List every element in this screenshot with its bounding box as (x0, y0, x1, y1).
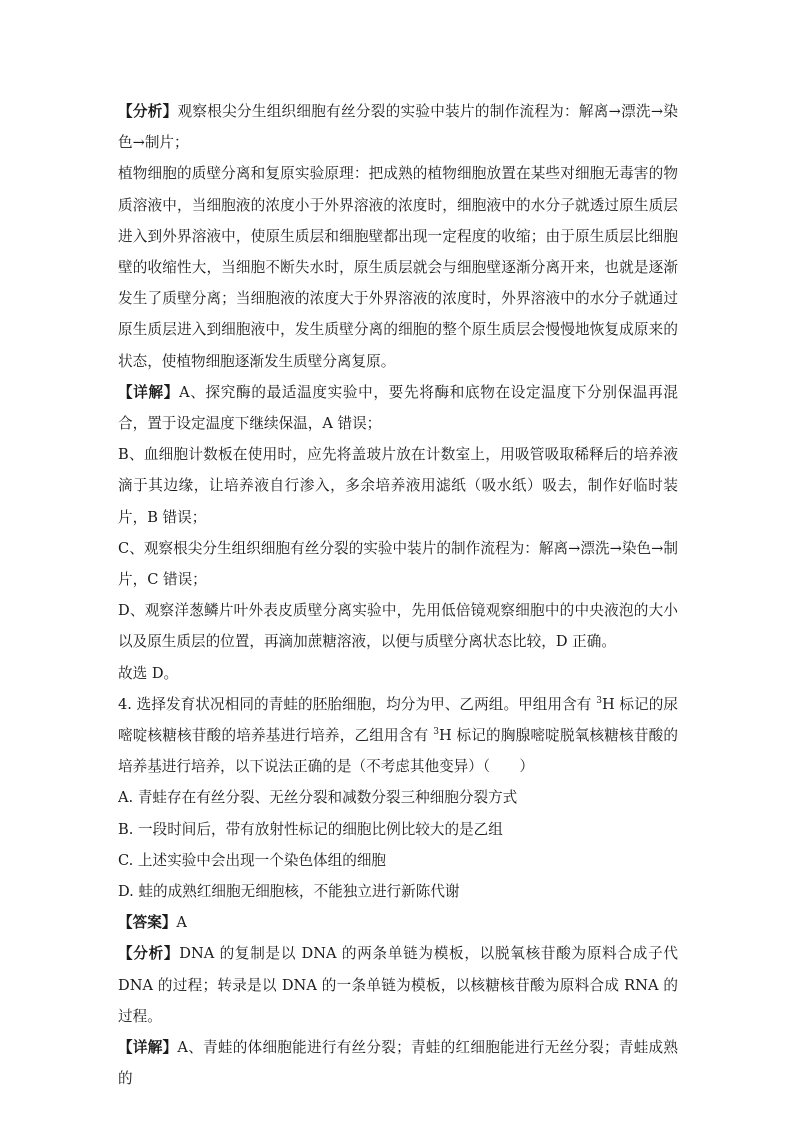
option-a (118, 782, 678, 813)
detail-text-c: C、观察根尖分生组织细胞有丝分裂的实验中装片的制作流程为：解离→漂洗→染色→制片，C 错误； (118, 539, 678, 589)
option-c (118, 845, 678, 876)
question-number: 4. (118, 695, 132, 713)
choice-conclusion (118, 658, 678, 689)
superscript-3: 3 (596, 696, 602, 706)
analysis-text: 观察根尖分生组织细胞有丝分裂的实验中装片的制作流程为：解离→漂洗→染色→制片； (118, 103, 678, 152)
option-b-text: B. 一段时间后，带有放射性标记的细胞比例比较大的是乙组 (118, 820, 503, 838)
detail2-text: A、青蛙的体细胞能进行有丝分裂；青蛙的红细胞能进行无丝分裂；青蛙成熟的 (118, 1039, 678, 1088)
question-stem-part1: 选择发育状况相同的青蛙的胚胎细胞，均分为甲、乙两组。甲组用含有 (136, 695, 597, 713)
answer-text: A (176, 914, 187, 932)
detail-paragraph-a (118, 377, 678, 439)
answer-paragraph (118, 907, 678, 938)
option-c-text: C. 上述实验中会出现一个染色体组的细胞 (118, 851, 387, 869)
detail-paragraph-c (118, 533, 678, 595)
question-stem (118, 689, 678, 783)
analysis-paragraph (118, 96, 678, 158)
option-b (118, 814, 678, 845)
answer-tag: 【答案】 (118, 914, 177, 932)
superscript-3: 3 (433, 727, 439, 738)
choice-conclusion-text: 故选 D。 (118, 664, 179, 682)
plasmolysis-principle-paragraph (118, 158, 678, 376)
option-d (118, 876, 678, 907)
detail2-paragraph (118, 1032, 678, 1094)
detail2-tag: 【详解】 (118, 1039, 178, 1057)
detail-paragraph-b (118, 439, 678, 533)
question-stem-part3: H 标记的胸腺嘧啶脱氧核糖核苷酸的培养基进行培养，以下说法正确的是（不考虑其他变异）（ ） (118, 727, 678, 776)
analysis2-text: DNA 的复制是以 DNA 的两条单链为模板，以脱氧核苷酸为原料合成子代 DNA 的过程；转录是以 DNA 的一条单链为模板，以核糖核苷酸为原料合成 RNA 的过程。 (118, 945, 678, 1025)
detail-paragraph-d (118, 595, 678, 657)
detail-tag: 【详解】 (118, 383, 180, 401)
detail-text-a: A、探究酶的最适温度实验中，要先将酶和底物在设定温度下分别保温再混合，置于设定温度下继续保温，A 错误； (118, 383, 678, 433)
document-page (118, 96, 678, 1095)
question-stem-part2: H 标记的尿嘧啶核糖核苷酸的培养基进行培养，乙组用含有 (118, 695, 678, 745)
plasmolysis-principle-text: 植物细胞的质壁分离和复原实验原理：把成熟的植物细胞放置在某些对细胞无毒害的物质溶液中，当细胞液的浓度小于外界溶液的浓度时，细胞液中的水分子就透过原生质层进入到外界溶液中，使原生质层和细胞壁都出现一定程度的收缩；由于原生质层比细胞壁的收缩性大，当细胞不断失水时，原生质层就会与细胞壁逐渐分离开来，也就是逐渐发生了质壁分离；当细胞液的浓度大于外界溶液的浓度时，外界溶液中的水分子就通过原生质层进入到细胞液中，发生质壁分离的细胞的整个原生质层会慢慢地恢复成原来的状态，使植物细胞逐渐发生质壁分离复原。 (118, 165, 678, 370)
detail-text-d: D、观察洋葱鳞片叶外表皮质壁分离实验中，先用低倍镜观察细胞中的中央液泡的大小以及原生质层的位置，再滴加蔗糖溶液，以便与质壁分离状态比较，D 正确。 (118, 602, 678, 651)
option-a-text: A. 青蛙存在有丝分裂、无丝分裂和减数分裂三种细胞分裂方式 (118, 789, 518, 807)
analysis2-tag: 【分析】 (118, 945, 180, 963)
option-d-text: D. 蛙的成熟红细胞无细胞核，不能独立进行新陈代谢 (118, 883, 460, 901)
analysis-tag: 【分析】 (118, 103, 178, 120)
detail-text-b: B、血细胞计数板在使用时，应先将盖玻片放在计数室上，用吸管吸取稀释后的培养液滴于其边缘，让培养液自行渗入，多余培养液用滤纸（吸水纸）吸去，制作好临时装片，B 错误； (118, 446, 678, 526)
analysis2-paragraph (118, 938, 678, 1032)
